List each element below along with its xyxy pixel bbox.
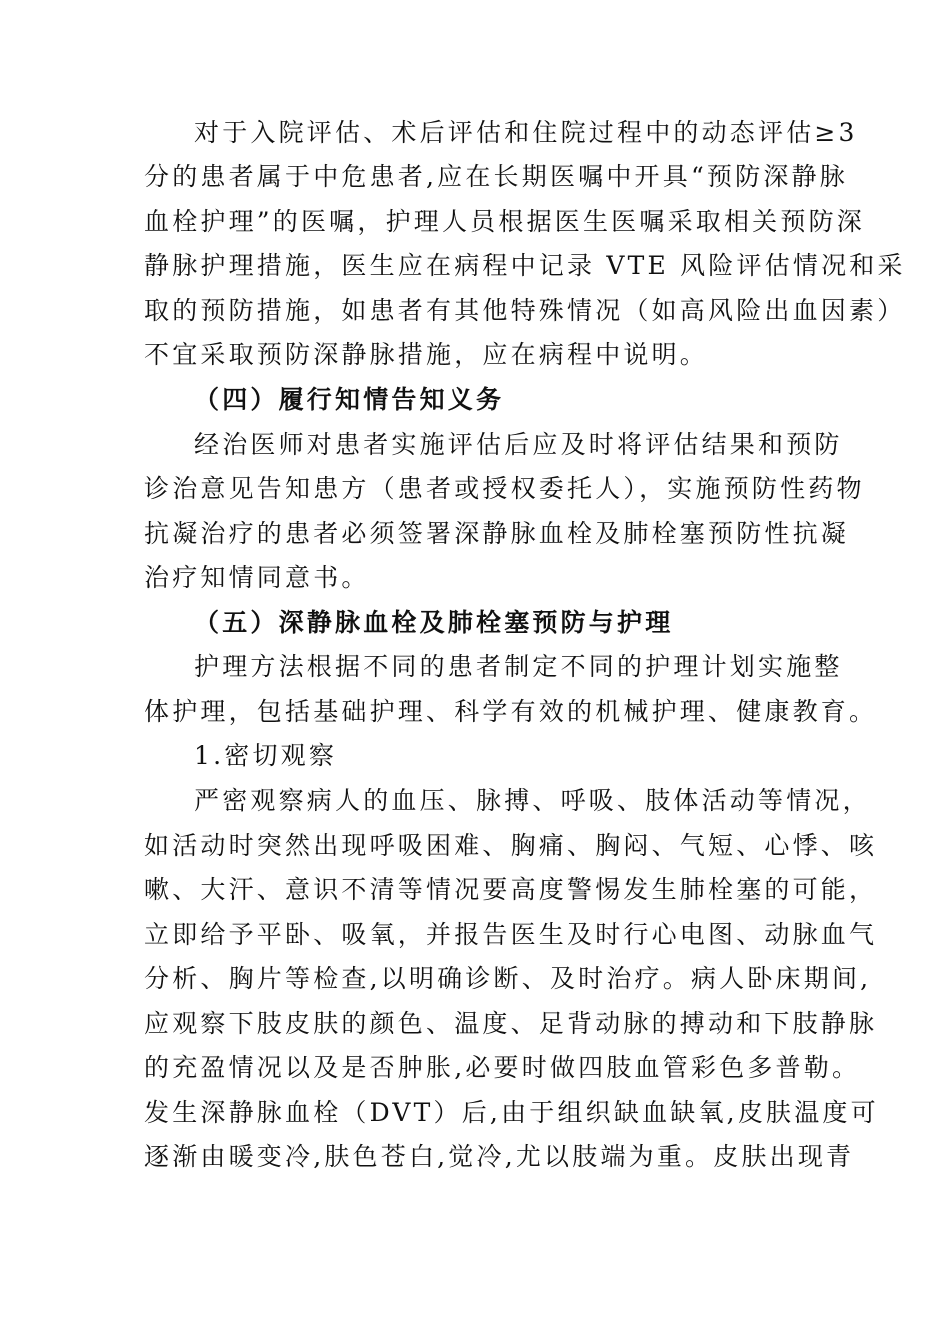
paragraph-line: 抗凝治疗的患者必须签署深静脉血栓及肺栓塞预防性抗凝 (144, 519, 850, 548)
paragraph-line: 治疗知情同意书。 (144, 563, 370, 592)
paragraph-line: 分析、胸片等检查,以明确诊断、及时治疗。病人卧床期间, (144, 964, 872, 993)
paragraph-line: 的充盈情况以及是否肿胀,必要时做四肢血管彩色多普勒。 (144, 1053, 861, 1082)
paragraph-line: 血栓护理”的医嘱，护理人员根据医生医嘱采取相关预防深 (144, 207, 865, 236)
paragraph-line: 静脉护理措施，医生应在病程中记录 VTE 风险评估情况和采 (144, 251, 906, 280)
paragraph-line: 诊治意见告知患方（患者或授权委托人），实施预防性药物 (144, 474, 865, 503)
paragraph-line: 嗽、大汗、意识不清等情况要高度警惕发生肺栓塞的可能， (144, 875, 878, 904)
paragraph-line: 分的患者属于中危患者,应在长期医嘱中开具“预防深静脉 (144, 162, 848, 191)
paragraph-line: 应观察下肢皮肤的颜色、温度、足背动脉的搏动和下肢静脉 (144, 1009, 878, 1038)
paragraph-line: 如活动时突然出现呼吸困难、胸痛、胸闷、气短、心悸、咳 (144, 831, 878, 860)
paragraph-line: 不宜采取预防深静脉措施，应在病程中说明。 (144, 340, 709, 369)
paragraph-line: 立即给予平卧、吸氧，并报告医生及时行心电图、动脉血气 (144, 920, 878, 949)
section-heading: （四）履行知情告知义务 (194, 385, 505, 414)
paragraph-line: 护理方法根据不同的患者制定不同的护理计划实施整 (194, 652, 843, 681)
paragraph-line: 经治医师对患者实施评估后应及时将评估结果和预防 (194, 430, 843, 459)
paragraph-line: 体护理，包括基础护理、科学有效的机械护理、健康教育。 (144, 697, 878, 726)
paragraph-line: 逐渐由暖变冷,肤色苍白,觉冷,尤以肢端为重。皮肤出现青 (144, 1142, 855, 1171)
paragraph-line: 发生深静脉血栓（DVT）后,由于组织缺血缺氧,皮肤温度可 (144, 1098, 879, 1127)
paragraph-line: 对于入院评估、术后评估和住院过程中的动态评估≥3 (194, 118, 858, 147)
paragraph-line: 严密观察病人的血压、脉搏、呼吸、肢体活动等情况， (194, 786, 871, 815)
section-heading: （五）深静脉血栓及肺栓塞预防与护理 (194, 608, 674, 637)
subsection-heading: 1.密切观察 (194, 741, 338, 770)
paragraph-line: 取的预防措施，如患者有其他特殊情况（如高风险出血因素） (144, 296, 906, 325)
